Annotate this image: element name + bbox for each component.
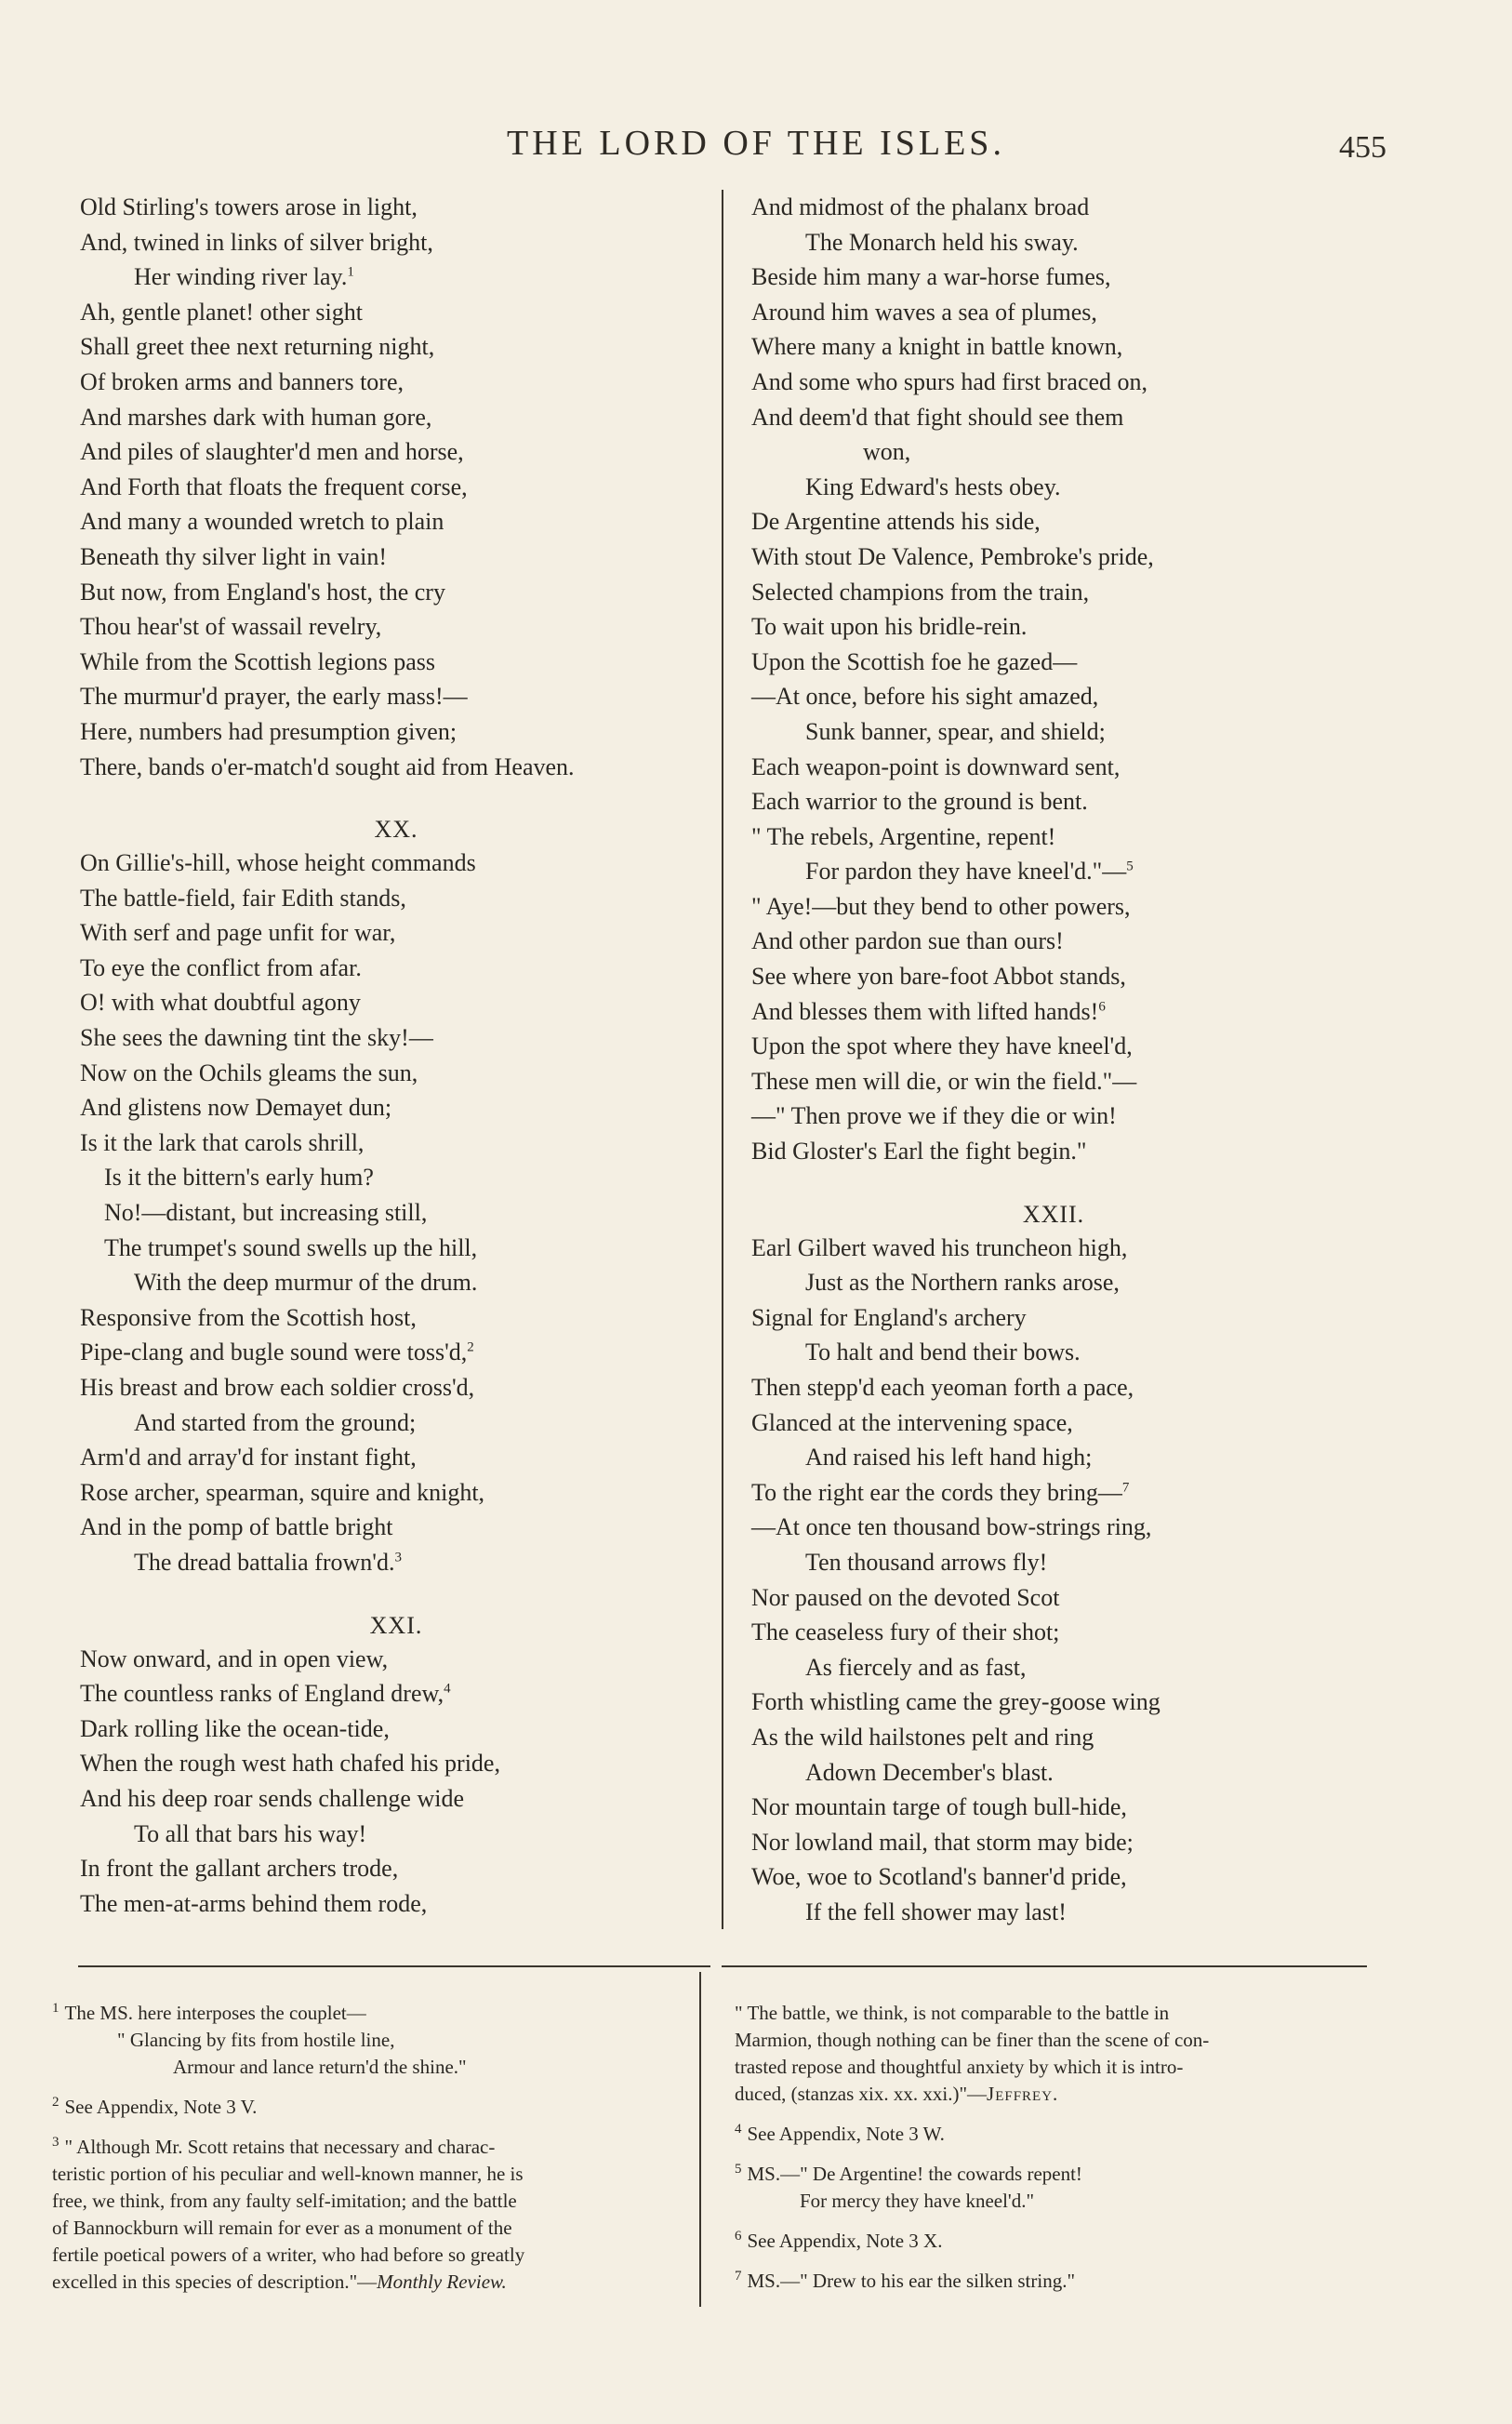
verse-text: And blesses them with lifted hands! bbox=[751, 997, 1099, 1025]
verse-line: No!—distant, but increasing still, bbox=[104, 1199, 428, 1227]
footnote-source: Jeffrey. bbox=[987, 2083, 1059, 2105]
verse-line: These men will die, or win the field."— bbox=[751, 1067, 1137, 1095]
stanza-heading-xx: XX. bbox=[374, 816, 418, 844]
verse-line: De Argentine attends his side, bbox=[751, 508, 1041, 536]
footnote-line bbox=[52, 2269, 694, 2296]
verse-line: Nor paused on the devoted Scot bbox=[751, 1583, 1060, 1611]
verse-line: Of broken arms and banners tore, bbox=[80, 367, 404, 395]
verse-line: With serf and page unfit for war, bbox=[80, 919, 396, 947]
footnote-text: See Appendix, Note 3 X. bbox=[747, 2230, 943, 2252]
verse-line: Forth whistling came the grey-goose wing bbox=[751, 1688, 1161, 1716]
verse-line: won, bbox=[863, 438, 911, 466]
footnote-line: Marmion, though nothing can be finer than the scene of con- bbox=[735, 2029, 1210, 2051]
verse-line: Sunk banner, spear, and shield; bbox=[805, 717, 1106, 745]
verse-line: Now on the Ochils gleams the sun, bbox=[80, 1059, 418, 1086]
verse-line: The murmur'd prayer, the early mass!— bbox=[80, 683, 468, 711]
verse-line: And marshes dark with human gore, bbox=[80, 403, 432, 431]
verse-line: Is it the lark that carols shrill, bbox=[80, 1128, 365, 1156]
verse-text: For pardon they have kneel'd."— bbox=[805, 858, 1127, 886]
footnote-line: trasted repose and thoughtful anxiety by which it is intro- bbox=[735, 2056, 1184, 2078]
running-title: THE LORD OF THE ISLES. bbox=[507, 124, 1005, 163]
footnote-text: excelled in this species of description."— bbox=[52, 2271, 378, 2293]
verse-line: When the rough west hath chafed his pride, bbox=[80, 1750, 500, 1778]
footnote-text: duced, (stanzas xix. xx. xxi.)"— bbox=[735, 2083, 988, 2105]
verse-line: And some who spurs had first braced on, bbox=[751, 367, 1148, 395]
footnote-2 bbox=[52, 2094, 694, 2121]
verse-line: O! with what doubtful agony bbox=[80, 989, 361, 1017]
verse-line: Each weapon-point is downward sent, bbox=[751, 753, 1121, 780]
footnote-1 bbox=[52, 2000, 694, 2081]
verse-line: Selected champions from the train, bbox=[751, 578, 1090, 606]
stanza-heading-xxii: XXII. bbox=[1022, 1200, 1085, 1228]
verse-line: Bid Gloster's Earl the fight begin." bbox=[751, 1138, 1087, 1165]
right-column bbox=[751, 190, 1356, 1930]
verse-line: Then stepp'd each yeoman forth a pace, bbox=[751, 1374, 1134, 1401]
verse-line bbox=[80, 1335, 712, 1370]
verse-line: Arm'd and array'd for instant fight, bbox=[80, 1444, 417, 1472]
verse-text: Her winding river lay. bbox=[134, 263, 348, 291]
verse-line: Shall greet thee next returning night, bbox=[80, 333, 435, 361]
note-ref: 3 bbox=[394, 1550, 402, 1565]
footnote-number: 7 bbox=[735, 2269, 742, 2284]
verse-line: Beneath thy silver light in vain! bbox=[80, 542, 387, 570]
verse-line: Ah, gentle planet! other sight bbox=[80, 298, 363, 326]
footnote-number: 4 bbox=[735, 2122, 742, 2137]
verse-line: Upon the spot where they have kneel'd, bbox=[751, 1032, 1133, 1060]
verse-line: Nor mountain targe of tough bull-hide, bbox=[751, 1793, 1127, 1821]
verse-line: Is it the bittern's early hum? bbox=[104, 1164, 374, 1192]
verse-line: On Gillie's-hill, whose height commands bbox=[80, 849, 476, 877]
verse-line: And his deep roar sends challenge wide bbox=[80, 1784, 464, 1812]
footnote-line bbox=[52, 2094, 694, 2121]
verse-line: And Forth that floats the frequent corse, bbox=[80, 473, 468, 500]
verse-line: His breast and brow each soldier cross'd, bbox=[80, 1374, 475, 1401]
footnote-line: " The battle, we think, is not comparable to the battle in bbox=[735, 2002, 1170, 2024]
verse-line: Woe, woe to Scotland's banner'd pride, bbox=[751, 1863, 1127, 1891]
verse-line: If the fell shower may last! bbox=[805, 1898, 1067, 1925]
footnote-line bbox=[52, 2134, 694, 2161]
footnote-line: of Bannockburn will remain for ever as a monument of the bbox=[52, 2217, 512, 2239]
footnote-line: fertile poetical powers of a writer, who had before so greatly bbox=[52, 2244, 525, 2266]
verse-line: Beside him many a war-horse fumes, bbox=[751, 263, 1111, 291]
verse-line: Now onward, and in open view, bbox=[80, 1645, 389, 1672]
verse-line bbox=[80, 1545, 712, 1580]
footnote-line bbox=[735, 2161, 1376, 2188]
note-ref: 4 bbox=[444, 1681, 451, 1697]
verse-line: But now, from England's host, the cry bbox=[80, 578, 445, 606]
verse-line: And, twined in links of silver bright, bbox=[80, 228, 433, 256]
verse-line: And glistens now Demayet dun; bbox=[80, 1094, 392, 1122]
footnote-3 bbox=[52, 2134, 694, 2296]
verse-line: And deem'd that fight should see them bbox=[751, 403, 1124, 431]
verse-line: Adown December's blast. bbox=[805, 1758, 1054, 1786]
verse-line: Upon the Scottish foe he gazed— bbox=[751, 647, 1078, 675]
verse-line bbox=[751, 854, 1356, 889]
footnote-line: free, we think, from any faulty self-imitation; and the battle bbox=[52, 2190, 517, 2212]
verse-text: The countless ranks of England drew, bbox=[80, 1680, 444, 1708]
verse-text: The dread battalia frown'd. bbox=[134, 1548, 395, 1576]
footnotes-left bbox=[52, 2000, 694, 2309]
footnote-number: 5 bbox=[735, 2162, 742, 2177]
verse-line: —At once, before his sight amazed, bbox=[751, 683, 1099, 711]
verse-line: The trumpet's sound swells up the hill, bbox=[104, 1233, 478, 1261]
note-ref: 5 bbox=[1126, 859, 1134, 874]
footnote-line: " Glancing by fits from hostile line, bbox=[117, 2029, 395, 2051]
footnote-text: The MS. here interposes the couplet— bbox=[64, 2002, 366, 2024]
verse-line: Responsive from the Scottish host, bbox=[80, 1303, 417, 1331]
note-ref: 7 bbox=[1121, 1480, 1130, 1496]
verse-line: As the wild hailstones pelt and ring bbox=[751, 1723, 1094, 1751]
verse-line: To halt and bend their bows. bbox=[805, 1339, 1081, 1366]
verse-line: Where many a knight in battle known, bbox=[751, 333, 1123, 361]
verse-line: And raised his left hand high; bbox=[805, 1444, 1093, 1472]
verse-line: Thou hear'st of wassail revelry, bbox=[80, 613, 382, 641]
verse-line: Just as the Northern ranks arose, bbox=[805, 1269, 1120, 1297]
verse-line: Earl Gilbert waved his truncheon high, bbox=[751, 1233, 1128, 1261]
note-ref: 1 bbox=[347, 264, 354, 280]
footnote-rule-right bbox=[722, 1965, 1367, 1967]
verse-line: And started from the ground; bbox=[134, 1408, 417, 1436]
verse-text: To the right ear the cords they bring— bbox=[751, 1478, 1122, 1506]
verse-line: With stout De Valence, Pembroke's pride, bbox=[751, 542, 1154, 570]
footnote-number: 6 bbox=[735, 2229, 742, 2244]
verse-line: —" Then prove we if they die or win! bbox=[751, 1102, 1117, 1130]
footnote-text: MS.—" Drew to his ear the silken string." bbox=[747, 2270, 1076, 2292]
column-divider bbox=[722, 190, 723, 1929]
verse-line: Glanced at the intervening space, bbox=[751, 1408, 1073, 1436]
footnote-column-divider bbox=[699, 1972, 701, 2307]
verse-line: The men-at-arms behind them rode, bbox=[80, 1889, 428, 1917]
verse-line: And midmost of the phalanx broad bbox=[751, 193, 1090, 220]
verse-line: —At once ten thousand bow-strings ring, bbox=[751, 1513, 1152, 1541]
verse-line: There, bands o'er-match'd sought aid from Heaven. bbox=[80, 753, 575, 780]
verse-line: Signal for England's archery bbox=[751, 1303, 1027, 1331]
verse-line: While from the Scottish legions pass bbox=[80, 647, 436, 675]
footnote-line: Armour and lance return'd the shine." bbox=[173, 2056, 467, 2078]
verse-line: To wait upon his bridle-rein. bbox=[751, 613, 1028, 641]
footnote-text: See Appendix, Note 3 V. bbox=[64, 2096, 258, 2118]
verse-line: Here, numbers had presumption given; bbox=[80, 717, 458, 745]
verse-line bbox=[751, 994, 1356, 1030]
footnote-4 bbox=[735, 2121, 1376, 2148]
footnote-line: teristic portion of his peculiar and well-known manner, he is bbox=[52, 2163, 524, 2185]
verse-line: As fiercely and as fast, bbox=[805, 1653, 1027, 1681]
footnote-rule-left bbox=[78, 1965, 710, 1967]
footnotes-right bbox=[735, 2000, 1376, 2308]
verse-line bbox=[80, 1676, 712, 1711]
verse-line: Rose archer, spearman, squire and knight, bbox=[80, 1478, 485, 1506]
stanza-heading-xxi: XXI. bbox=[369, 1611, 423, 1639]
verse-line: The battle-field, fair Edith stands, bbox=[80, 884, 406, 912]
verse-line: And many a wounded wretch to plain bbox=[80, 508, 444, 536]
verse-line: Each warrior to the ground is bent. bbox=[751, 788, 1088, 816]
footnote-text: See Appendix, Note 3 W. bbox=[747, 2123, 945, 2145]
footnote-number: 3 bbox=[52, 2135, 60, 2150]
verse-line: Around him waves a sea of plumes, bbox=[751, 298, 1097, 326]
footnote-line bbox=[735, 2228, 1376, 2255]
footnote-number: 1 bbox=[52, 2001, 60, 2016]
footnote-line bbox=[735, 2081, 1376, 2108]
verse-line: With the deep murmur of the drum. bbox=[134, 1269, 478, 1297]
verse-line: King Edward's hests obey. bbox=[805, 473, 1061, 500]
footnote-number: 2 bbox=[52, 2095, 60, 2110]
left-column bbox=[80, 190, 712, 1921]
verse-line: " Aye!—but they bend to other powers, bbox=[751, 892, 1131, 920]
verse-line: To all that bars his way! bbox=[134, 1819, 367, 1847]
verse-line: And in the pomp of battle bright bbox=[80, 1513, 393, 1541]
footnote-5 bbox=[735, 2161, 1376, 2215]
footnote-7 bbox=[735, 2268, 1376, 2295]
footnote-3-continued bbox=[735, 2000, 1376, 2108]
verse-line: Ten thousand arrows fly! bbox=[805, 1548, 1048, 1576]
verse-line bbox=[80, 260, 712, 295]
verse-line: Old Stirling's towers arose in light, bbox=[80, 193, 418, 220]
verse-line: She sees the dawning tint the sky!— bbox=[80, 1024, 433, 1052]
footnote-text: MS.—" De Argentine! the cowards repent! bbox=[747, 2163, 1082, 2185]
verse-line bbox=[751, 1475, 1356, 1511]
verse-line: See where yon bare-foot Abbot stands, bbox=[751, 963, 1126, 991]
verse-line: To eye the conflict from afar. bbox=[80, 953, 362, 981]
footnote-text: " Although Mr. Scott retains that necessary and charac- bbox=[64, 2136, 496, 2158]
verse-line: The ceaseless fury of their shot; bbox=[751, 1618, 1060, 1646]
footnote-source: Monthly Review. bbox=[377, 2271, 507, 2293]
verse-line: In front the gallant archers trode, bbox=[80, 1855, 399, 1883]
footnote-line bbox=[735, 2268, 1376, 2295]
verse-line: And other pardon sue than ours! bbox=[751, 927, 1064, 955]
footnote-line: For mercy they have kneel'd." bbox=[800, 2190, 1035, 2212]
verse-line: Nor lowland mail, that storm may bide; bbox=[751, 1828, 1134, 1856]
footnote-line bbox=[52, 2000, 694, 2027]
verse-line: Dark rolling like the ocean-tide, bbox=[80, 1714, 390, 1742]
verse-line: And piles of slaughter'd men and horse, bbox=[80, 438, 464, 466]
verse-line: The Monarch held his sway. bbox=[805, 228, 1079, 256]
footnote-line bbox=[735, 2121, 1376, 2148]
verse-line: " The rebels, Argentine, repent! bbox=[751, 822, 1056, 850]
footnote-6 bbox=[735, 2228, 1376, 2255]
page-number: 455 bbox=[1339, 130, 1386, 165]
note-ref: 6 bbox=[1098, 999, 1106, 1014]
verse-text: Pipe-clang and bugle sound were toss'd, bbox=[80, 1339, 468, 1366]
note-ref: 2 bbox=[467, 1339, 474, 1355]
